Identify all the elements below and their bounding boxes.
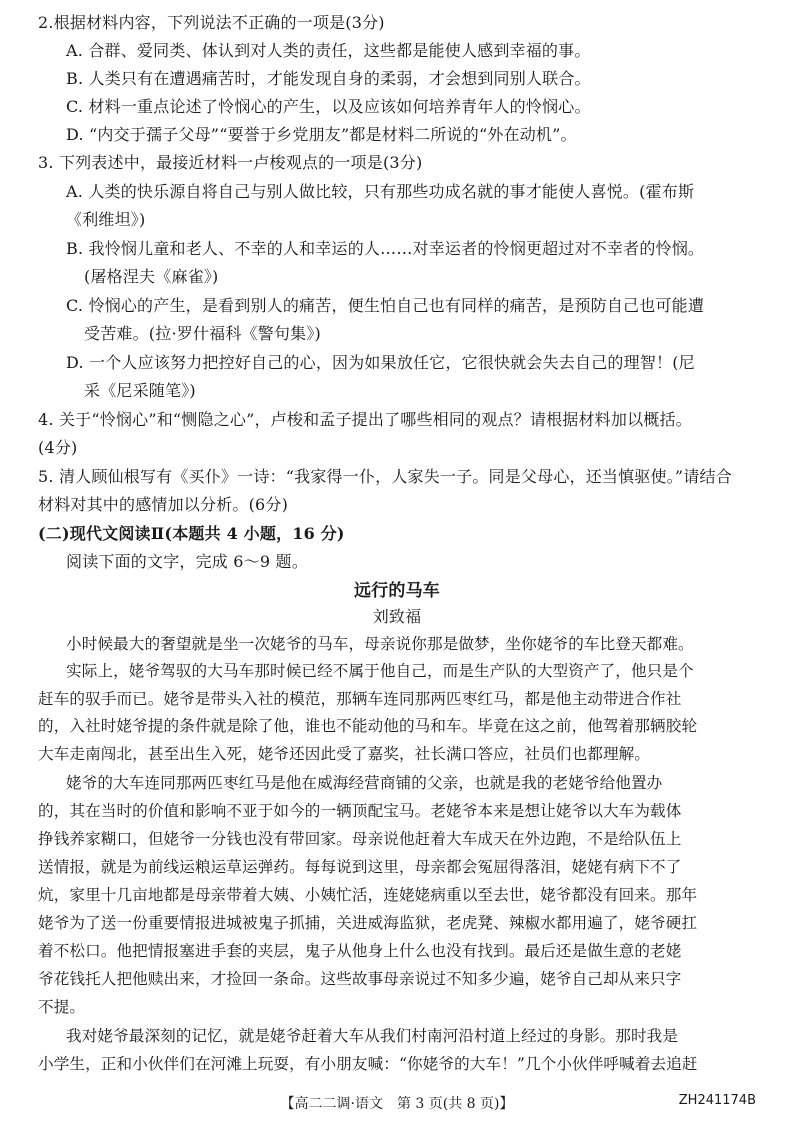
article-author: 刘致福 <box>372 607 422 626</box>
question-2-option-d: D. “内交于孺子父母”“要誉于乡党朋友”都是材料二所说的“外在动机”。 <box>66 125 577 144</box>
section-instruction: 阅读下面的文字，完成 6～9 题。 <box>66 552 308 571</box>
article-line: 大车走南闯北，甚至出生入死，姥爷还因此受了嘉奖，社长满口答应，社员们也都理解。 <box>38 745 651 763</box>
article-line: 送情报，就是为前线运粮运草运弹药。每每说到这里，母亲都会冤屈得落泪，姥姥有病下不了 <box>38 858 682 876</box>
question-3-stem: 3. 下列表述中，最接近材料一卢梭观点的一项是(3分) <box>38 153 423 172</box>
article-line: 我对姥爷最深刻的记忆，就是姥爷赶着大车从我们村南河沿村道上经过的身影。那时我是 <box>66 1027 679 1045</box>
article-line: 姥爷为了送一份重要情报进城被鬼子抓捕，关进威海监狱，老虎凳、辣椒水都用遍了，姥爷硬扛 <box>38 914 698 932</box>
question-2-option-a: A. 合群、爱同类、体认到对人类的责任，这些都是能使人感到幸福的事。 <box>66 41 591 60</box>
question-2-option-c: C. 材料一重点论述了怜悯心的产生，以及应该如何培养青年人的怜悯心。 <box>66 97 591 116</box>
question-2-option-b: B. 人类只有在遭遇痛苦时，才能发现自身的柔弱，才会想到同别人联合。 <box>66 69 591 88</box>
article-line: 的，其在当时的价值和影响不亚于如今的一辆顶配宝马。老姥爷本来是想让姥爷以大车为载体 <box>38 802 682 820</box>
article-line: 着不松口。他把情报塞进手套的夹层，鬼子从他身上什么也没有找到。最后还是做生意的老姥 <box>38 942 682 960</box>
article-line: 爷花钱托人把他赎出来，才捡回一条命。这些故事母亲说过不知多少遍，姥爷自己却从来只字 <box>38 970 682 988</box>
article-line: 的，入社时姥爷提的条件就是除了他，谁也不能动他的马和车。毕竟在这之前，他驾着那辆胶轮 <box>38 717 698 735</box>
question-2-stem: 2.根据材料内容，下列说法不正确的一项是(3分) <box>38 13 385 32</box>
question-3-option-d-line1: D. 一个人应该努力把控好自己的心，因为如果放任它，它很快就会失去自己的理智！(尼 <box>66 353 695 372</box>
article-line: 实际上，姥爷驾驭的大马车那时候已经不属于他自己，而是生产队的大型资产了，他只是个 <box>66 662 694 680</box>
article-line: 小时候最大的奢望就是坐一次姥爷的马车，母亲说你那是做梦，坐你姥爷的车比登天都难。 <box>66 635 694 653</box>
question-3-option-c-line2: 受苦难。(拉·罗什福科《警句集》) <box>84 324 321 343</box>
article-line: 挣钱养家糊口，但姥爷一分钱也没有带回家。母亲说他赶着大车成天在外边跑，不是给队伍上 <box>38 830 682 848</box>
question-5-line2: 材料对其中的感情加以分析。(6分) <box>38 495 289 514</box>
question-5-line1: 5. 清人顾仙根写有《买仆》一诗：“我家得一仆，人家失一子。同是父母心，还当慎驱使。”请结合 <box>38 467 732 486</box>
question-4-line2: (4分) <box>38 438 78 457</box>
article-line: 小学生，正和小伙伴们在河滩上玩耍，有小朋友喊：“你姥爷的大车！”几个小伙伴呼喊着去追赶 <box>38 1055 698 1073</box>
article-line: 姥爷的大车连同那两匹枣红马是他在威海经营商铺的父亲，也就是我的老姥爷给他置办 <box>66 774 663 792</box>
section-heading: (二)现代文阅读Ⅱ(本题共 4 小题，16 分) <box>38 524 345 543</box>
question-4-line1: 4. 关于“怜悯心”和“恻隐之心”，卢梭和孟子提出了哪些相同的观点？请根据材料加以概括。 <box>38 410 692 429</box>
page-footer: 【高二二调·语文 第 3 页(共 8 页)】 <box>280 1096 514 1112</box>
article-title: 远行的马车 <box>354 581 440 601</box>
question-3-option-b-line1: B. 我怜悯儿童和老人、不幸的人和幸运的人……对幸运者的怜悯更超过对不幸者的怜悯。 <box>66 239 705 258</box>
article-line: 赶车的驭手而已。姥爷是带头入社的模范，那辆车连同那两匹枣红马，都是他主动带进合作社 <box>38 690 682 708</box>
question-3-option-a-line1: A. 人类的快乐源自将自己与别人做比较，只有那些功成名就的事才能使人喜悦。(霍布斯 <box>66 182 695 201</box>
exam-code: ZH241174B <box>678 1093 756 1108</box>
article-line: 炕，家里十几亩地都是母亲带着大姨、小姨忙活，连姥姥病重以至去世，姥爷都没有回来。那年 <box>38 886 698 904</box>
question-3-option-a-line2: 《利维坦》) <box>66 210 146 229</box>
article-line: 不提。 <box>38 998 86 1016</box>
question-3-option-d-line2: 采《尼采随笔》) <box>84 381 196 400</box>
question-3-option-b-line2: (屠格涅夫《麻雀》) <box>84 267 219 286</box>
question-3-option-c-line1: C. 怜悯心的产生，是看到别人的痛苦，便生怕自己也有同样的痛苦，是预防自己也可能遭 <box>66 296 705 315</box>
